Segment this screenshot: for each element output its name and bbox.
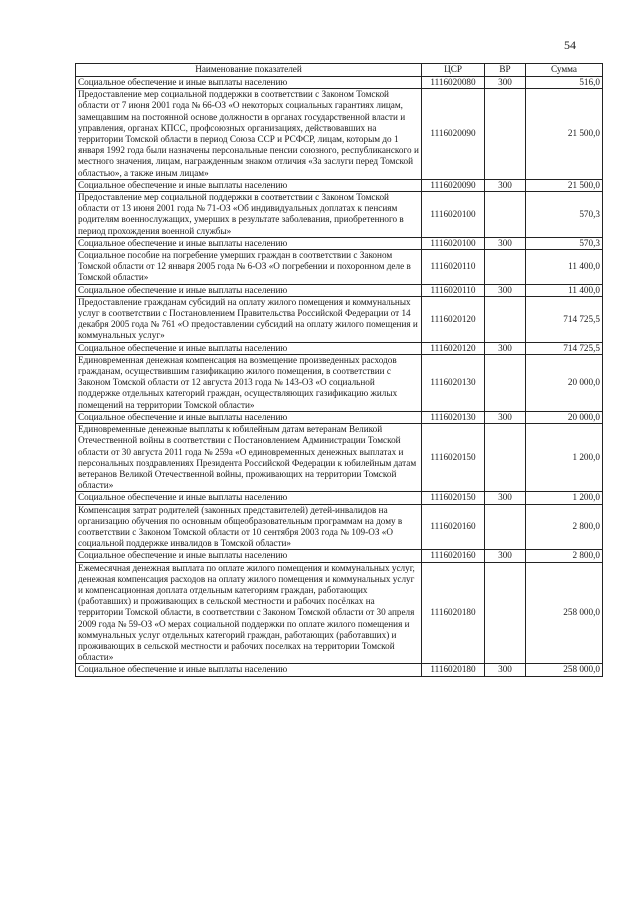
row-code: 1116020120	[422, 296, 485, 342]
table-row	[76, 424, 603, 492]
row-sum: 2 800,0	[526, 550, 603, 562]
table-row	[76, 504, 603, 550]
table-row	[76, 77, 603, 89]
table-row	[76, 550, 603, 562]
table-row	[76, 179, 603, 191]
row-sum: 516,0	[526, 77, 603, 89]
row-code: 1116020110	[422, 250, 485, 285]
row-code: 1116020130	[422, 411, 485, 423]
table-row	[76, 237, 603, 249]
table-header-row	[76, 64, 603, 77]
row-vr: 300	[485, 284, 526, 296]
table-row	[76, 492, 603, 504]
row-name: Социальное обеспечение и иные выплаты населению	[76, 492, 422, 504]
row-name: Предоставление мер социальной поддержки в соответствии с Законом Томской области от 13 июня 2001 года № 71-ОЗ «Об индивидуальных доплатах к пенсиям родителям военнослужащих, умерших в результате заболевания, приобретенного в период прохождения военной службы»	[76, 192, 422, 238]
header-name: Наименование показателей	[76, 64, 422, 77]
row-code: 1116020110	[422, 284, 485, 296]
budget-table	[75, 63, 603, 677]
row-sum: 11 400,0	[526, 250, 603, 285]
row-code: 1116020160	[422, 504, 485, 550]
row-vr	[485, 192, 526, 238]
row-name: Социальное обеспечение и иные выплаты населению	[76, 179, 422, 191]
table-row	[76, 192, 603, 238]
row-code: 1116020090	[422, 89, 485, 180]
row-name: Компенсация затрат родителей (законных представителей) детей-инвалидов на организацию обучения по основным общеобразовательным программам на дому в соответствии с Законом Томской области от 10 сентября 2003 года № 109-ОЗ «О социальной поддержке инвалидов в Томской области»	[76, 504, 422, 550]
row-sum: 570,3	[526, 237, 603, 249]
row-sum: 570,3	[526, 192, 603, 238]
row-sum: 714 725,5	[526, 296, 603, 342]
row-vr: 300	[485, 664, 526, 676]
row-vr: 300	[485, 179, 526, 191]
row-sum: 258 000,0	[526, 562, 603, 664]
row-name: Единовременная денежная компенсация на возмещение произведенных расходов гражданам, осуществившим газификацию жилого помещения, в соответствии с Законом Томской области от 12 августа 2013 года № 143-ОЗ «О социальной поддержке отдельных категорий граждан, осуществляющих газификацию жилых помещений на территории Томской области»	[76, 354, 422, 411]
row-vr: 300	[485, 77, 526, 89]
row-name: Ежемесячная денежная выплата по оплате жилого помещения и коммунальных услуг, денежная компенсация расходов на оплату жилого помещения и коммунальных услуг и компенсационная доплата отдельным категориям граждан, работающих (работавших) и проживающих в сельской местности и рабочих посёлках на территории Томской области, в соответствии с Законом Томской области от 30 апреля 2009 года № 59-ОЗ «О мерах социальной поддержки по оплате жилого помещения и коммунальных услуг отдельных категорий граждан, работающих (работавших) и проживающих в сельской местности и рабочих поселках на территории Томской области»	[76, 562, 422, 664]
row-sum: 2 800,0	[526, 504, 603, 550]
row-name: Социальное обеспечение и иные выплаты населению	[76, 342, 422, 354]
row-code: 1116020120	[422, 342, 485, 354]
row-name: Социальное обеспечение и иные выплаты населению	[76, 550, 422, 562]
row-sum: 1 200,0	[526, 424, 603, 492]
row-vr	[485, 504, 526, 550]
row-code: 1116020150	[422, 492, 485, 504]
header-vr: ВР	[485, 64, 526, 77]
row-vr	[485, 354, 526, 411]
row-sum: 21 500,0	[526, 179, 603, 191]
row-code: 1116020160	[422, 550, 485, 562]
row-name: Социальное обеспечение и иные выплаты населению	[76, 664, 422, 676]
table-row	[76, 411, 603, 423]
row-name: Предоставление мер социальной поддержки в соответствии с Законом Томской области от 7 июня 2001 года № 66-ОЗ «О некоторых социальных гарантиях лицам, замещавшим на постоянной основе должности в органах государственной власти и управления, органах КПСС, профсоюзных организациях, действовавших на территории Томской области в период Союза ССР и РСФСР, лицам, которым до 1 января 1992 года были назначены персональные пенсии союзного, республиканского и местного значения, лицам, награжденным знаком отличия «За заслуги перед Томской областью», а также иным лицам»	[76, 89, 422, 180]
row-code: 1116020150	[422, 424, 485, 492]
row-code: 1116020090	[422, 179, 485, 191]
table-row	[76, 342, 603, 354]
row-code: 1116020080	[422, 77, 485, 89]
row-vr	[485, 250, 526, 285]
row-vr	[485, 562, 526, 664]
row-vr: 300	[485, 237, 526, 249]
row-vr: 300	[485, 492, 526, 504]
row-sum: 20 000,0	[526, 354, 603, 411]
row-name: Социальное обеспечение и иные выплаты населению	[76, 411, 422, 423]
row-name: Социальное обеспечение и иные выплаты населению	[76, 284, 422, 296]
row-name: Предоставление гражданам субсидий на оплату жилого помещения и коммунальных услуг в соответствии с Постановлением Правительства Российской Федерации от 14 декабря 2005 года № 761 «О предоставлении субсидий на оплату жилого помещения и коммунальных услуг»	[76, 296, 422, 342]
table-row	[76, 250, 603, 285]
row-name: Социальное обеспечение и иные выплаты населению	[76, 77, 422, 89]
table-row	[76, 296, 603, 342]
header-code: ЦСР	[422, 64, 485, 77]
row-vr: 300	[485, 550, 526, 562]
row-vr: 300	[485, 342, 526, 354]
row-vr: 300	[485, 411, 526, 423]
row-sum: 11 400,0	[526, 284, 603, 296]
row-vr	[485, 296, 526, 342]
row-sum: 1 200,0	[526, 492, 603, 504]
row-sum: 21 500,0	[526, 89, 603, 180]
header-sum: Сумма	[526, 64, 603, 77]
table-row	[76, 562, 603, 664]
page-number: 54	[564, 38, 576, 52]
row-name: Социальное пособие на погребение умерших граждан в соответствии с Законом Томской области от 12 января 2005 года № 6-ОЗ «О погребении и похоронном деле в Томской области»	[76, 250, 422, 285]
row-name: Единовременные денежные выплаты к юбилейным датам ветеранам Великой Отечественной войны в соответствии с Постановлением Администрации Томской области от 30 августа 2011 года № 259а «О единовременных денежных выплатах и персональных поздравлениях Президента Российской Федерации к юбилейным датам ветеранов Великой Отечественной войны, проживающих на территории Томской области»	[76, 424, 422, 492]
row-sum: 258 000,0	[526, 664, 603, 676]
row-vr	[485, 89, 526, 180]
row-code: 1116020100	[422, 237, 485, 249]
row-code: 1116020180	[422, 562, 485, 664]
row-vr	[485, 424, 526, 492]
table-row	[76, 284, 603, 296]
row-name: Социальное обеспечение и иные выплаты населению	[76, 237, 422, 249]
row-sum: 20 000,0	[526, 411, 603, 423]
row-code: 1116020130	[422, 354, 485, 411]
table-row	[76, 89, 603, 180]
table-row	[76, 664, 603, 676]
row-sum: 714 725,5	[526, 342, 603, 354]
row-code: 1116020100	[422, 192, 485, 238]
row-code: 1116020180	[422, 664, 485, 676]
table-row	[76, 354, 603, 411]
